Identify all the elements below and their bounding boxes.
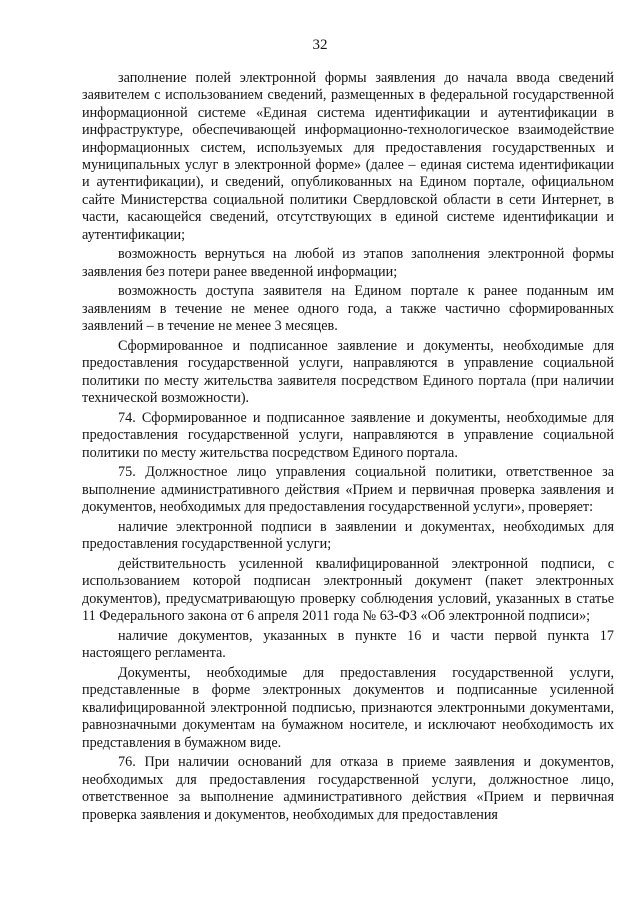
paragraph: наличие электронной подписи в заявлении и документах, необходимых для предоставления государственной услуги; bbox=[82, 518, 614, 553]
paragraph: возможность доступа заявителя на Едином портале к ранее поданным им заявлениям в течение не менее одного года, а также частично сформированных заявлений – в течение не менее 3 месяцев. bbox=[82, 283, 614, 335]
paragraph: 74. Сформированное и подписанное заявление и документы, необходимые для предоставления государственной услуги, направляются в управление социальной политики по месту жительства посредством Единого портала. bbox=[82, 409, 614, 461]
paragraph: Сформированное и подписанное заявление и документы, необходимые для предоставления государственной услуги, направляются в управление социальной политики по месту жительства заявителя посредством Единого портала (при наличии технической возможности). bbox=[82, 337, 614, 407]
paragraph: действительность усиленной квалифицированной электронной подписи, с использованием которой подписан электронный документ (пакет электронных документов), предусматривающую проверку соблюдения условий, указанных в статье 11 Федерального закона от 6 апреля 2011 года № 63-ФЗ «Об электронной подписи»; bbox=[82, 556, 614, 625]
page-number: 32 bbox=[312, 37, 328, 53]
paragraph: Документы, необходимые для предоставления государственной услуги, представленные в форме электронных документов и подписанные усиленной квалифицированной электронной подписью, признаются электронными документами, равнозначными документам на бумажном носителе, и исключают необходимость их представления в бумажном виде. bbox=[82, 665, 614, 751]
paragraph: заполнение полей электронной формы заявления до начала ввода сведений заявителем с использованием сведений, размещенных в федеральной государственной информационной системе «Единая система идентификации и аутентификации в инфраструктуре, обеспечивающей информационно-технологическое взаимодействие информационных систем, используемых для предоставления государственных и муниципальных услуг в электронной форме» (далее – единая система идентификации и аутентификации), и сведений, опубликованных на Едином портале, официальном сайте Министерства социальной политики Свердловской области в сети Интернет, в части, касающейся сведений, отсутствующих в единой системе идентификации и аутентификации; bbox=[82, 70, 614, 243]
paragraph: 75. Должностное лицо управления социальной политики, ответственное за выполнение административного действия «Прием и первичная проверка заявления и документов, необходимых для предоставления государственной услуги», проверяет: bbox=[82, 464, 614, 516]
paragraph: возможность вернуться на любой из этапов заполнения электронной формы заявления без потери ранее введенной информации; bbox=[82, 246, 614, 280]
paragraph: наличие документов, указанных в пункте 16 и части первой пункта 17 настоящего регламента. bbox=[82, 627, 614, 662]
paragraph: 76. При наличии оснований для отказа в приеме заявления и документов, необходимых для предоставления государственной услуги, должностное лицо, ответственное за выполнение административного действия «Прием и первичная проверка заявления и документов, необходимых для предоставления bbox=[82, 754, 614, 823]
document-body bbox=[82, 70, 614, 826]
